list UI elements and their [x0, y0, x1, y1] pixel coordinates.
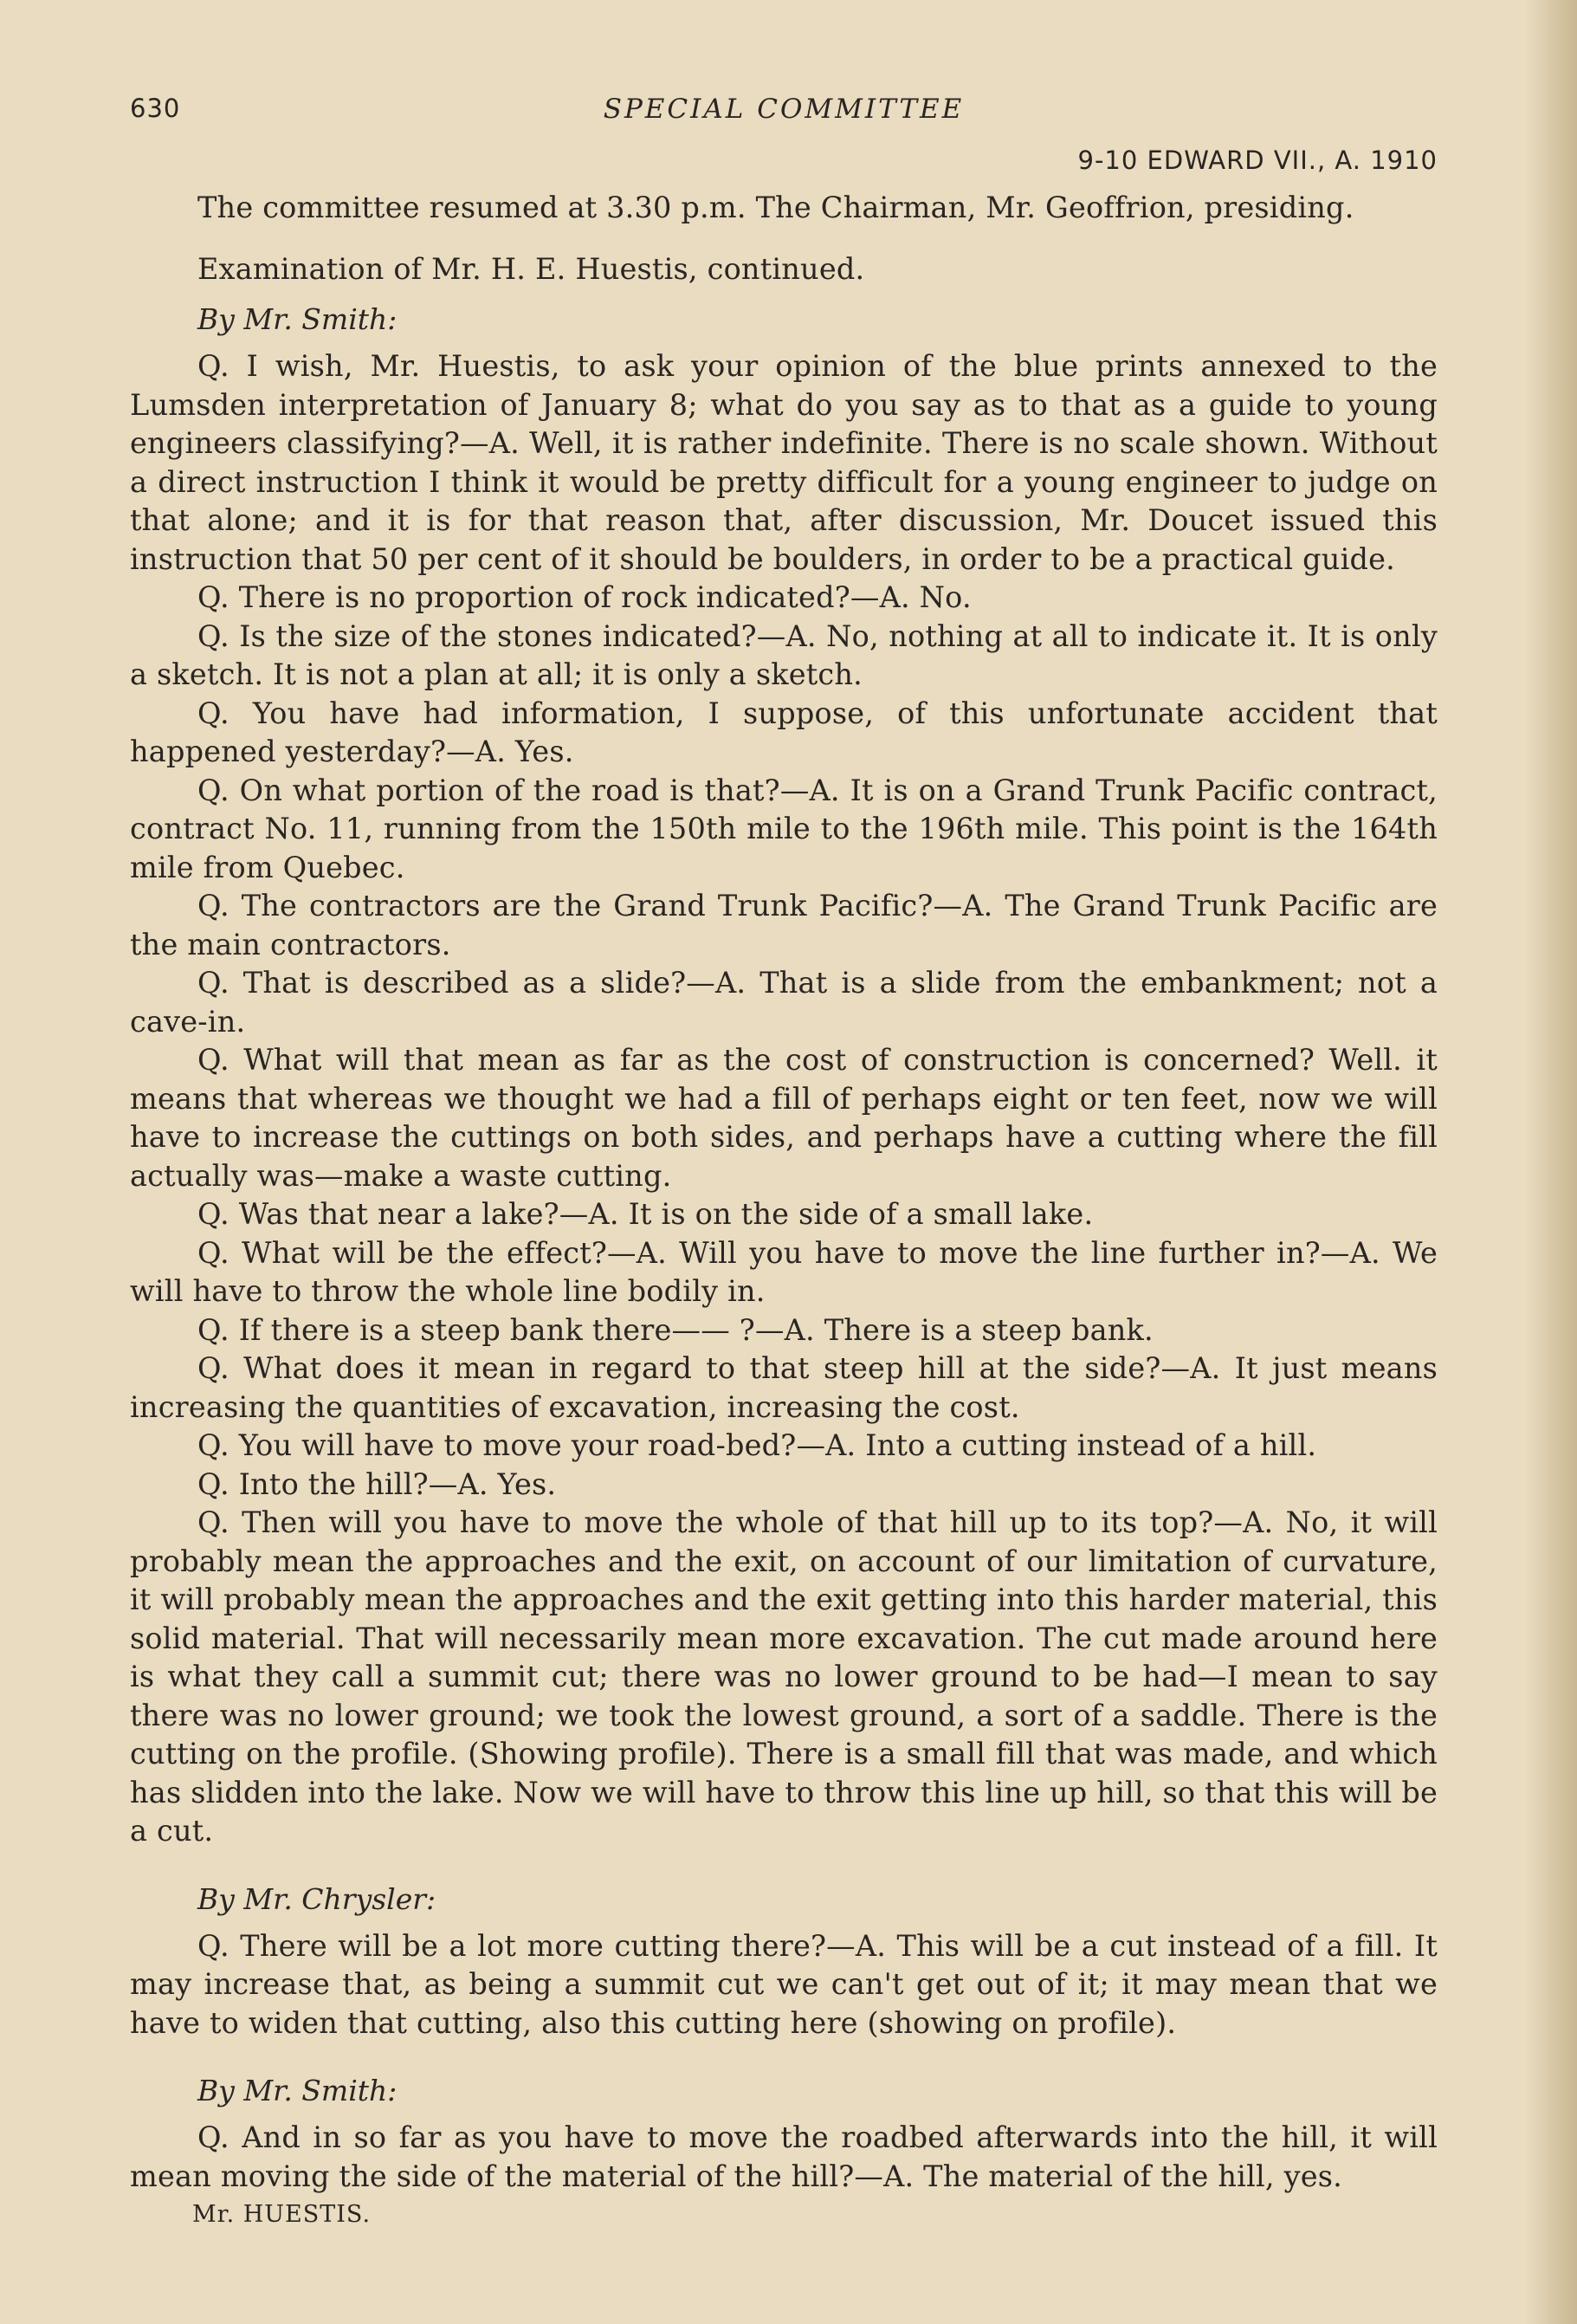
testimony-paragraph: Q. You will have to move your road-bed?—A. Into a cutting instead of a hill. — [197, 1428, 1317, 1462]
testimony-paragraph: Q. On what portion of the road is that?—A. It is on a Grand Trunk Pacific contract, contract No. 11, running from the 150th mile to the 196th mile. This point is the 164th mile from Quebec. — [130, 773, 1438, 884]
testimony-paragraph: Q. You have had information, I suppose, of this unfortunate accident that happened yesterday?—A. Yes. — [130, 696, 1438, 768]
header-title: SPECIAL COMMITTEE — [603, 94, 965, 125]
testimony-paragraph: Q. What does it mean in regard to that steep hill at the side?—A. It just means increasing the quantities of excavation, increasing the cost. — [130, 1351, 1438, 1424]
witness-footer: Mr. HUESTIS. — [192, 2201, 372, 2228]
testimony-paragraph: Q. And in so far as you have to move the roadbed afterwards into the hill, it will mean moving the side of the material of the hill?—A. The material of the hill, yes. — [130, 2120, 1438, 2193]
testimony-paragraph: Q. There is no proportion of rock indicated?—A. No. — [197, 580, 972, 614]
testimony-paragraph: Q. There will be a lot more cutting there?—A. This will be a cut instead of a fill. It may increase that, as being a summit cut we can't get out of it; it may mean that we have to widen that cutting, also this cutting here (showing on profile). — [130, 1928, 1438, 2040]
testimony-paragraph: Q. Then will you have to move the whole of that hill up to its top?—A. No, it will probably mean the approaches and the exit, on account of our limitation of curvature, it will probably mean the approaches and the exit getting into this harder material, this solid material. That will necessarily mean more excavation. The cut made around here is what they call a summit cut; there was no lower ground to be had—I mean to say there was no lower ground; we took the lowest ground, a sort of a saddle. There is the cutting on the profile. (Showing profile). There is a small fill that was made, and which has slidden into the lake. Now we will have to throw this line up hill, so that this will be a cut. — [130, 1505, 1438, 1848]
page-number: 630 — [130, 94, 181, 123]
session-line: 9-10 EDWARD VII., A. 1910 — [1077, 146, 1438, 175]
testimony-paragraph: Q. Is the size of the stones indicated?—A. No, nothing at all to indicate it. It is only a sketch. It is not a plan at all; it is only a sketch. — [130, 618, 1438, 691]
speaker-heading: By Mr. Smith: — [197, 2074, 397, 2107]
page-edge-shadow — [1525, 0, 1577, 2324]
testimony-paragraph: Q. Was that near a lake?—A. It is on the side of a small lake. — [197, 1197, 1094, 1231]
document-page — [130, 87, 1438, 2228]
speaker-heading: By Mr. Smith: — [197, 302, 397, 336]
testimony-paragraph: Q. What will be the effect?—A. Will you have to move the line further in?—A. We will have to throw the whole line bodily in. — [130, 1235, 1438, 1308]
testimony-paragraph: Q. If there is a steep bank there—— ?—A. There is a steep bank. — [197, 1312, 1154, 1347]
running-header — [130, 87, 1438, 139]
speaker-heading: By Mr. Chrysler: — [197, 1881, 436, 1916]
testimony-paragraph: Q. That is described as a slide?—A. That is a slide from the embankment; not a cave-in. — [130, 966, 1438, 1039]
resumed-paragraph: The committee resumed at 3.30 p.m. The Chairman, Mr. Geoffrion, presiding. — [197, 191, 1354, 224]
testimony-paragraph: Q. What will that mean as far as the cost of construction is concerned? Well. it means that whereas we thought we had a fill of perhaps eight or ten feet, now we will have to increase the cuttings on both sides, and perhaps have a cutting where the fill actually was—make a waste cutting. — [130, 1043, 1438, 1193]
testimony-paragraph: Q. The contractors are the Grand Trunk Pacific?—A. The Grand Trunk Pacific are the main contractors. — [130, 889, 1438, 961]
examination-paragraph: Examination of Mr. H. E. Huestis, continued. — [197, 251, 865, 286]
testimony-paragraph: Q. I wish, Mr. Huestis, to ask your opinion of the blue prints annexed to the Lumsden interpretation of January 8; what do you say as to that as a guide to young engineers classifying?—A. Well, it is rather indefinite. There is no scale shown. Without a direct instruction I think it would be pretty difficult for a young engineer to judge on that alone; and it is for that reason that, after discussion, Mr. Doucet issued this instruction that 50 per cent of it should be boulders, in order to be a practical guide. — [130, 349, 1438, 576]
testimony-paragraph: Q. Into the hill?—A. Yes. — [197, 1466, 557, 1501]
